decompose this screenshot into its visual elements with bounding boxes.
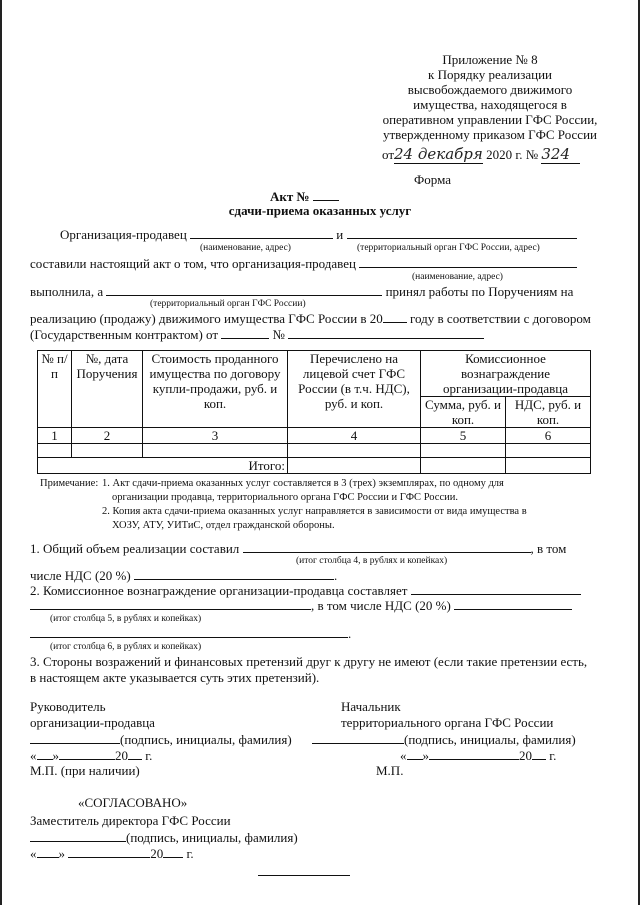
- note-2a: 2. Копия акта сдачи-приема оказанных услуг направляется в зависимости от вида имущества в: [102, 506, 527, 517]
- total-label: Итого:: [38, 458, 288, 474]
- caption-seller-2: (наименование, адрес): [412, 272, 503, 282]
- approval-title: «СОГЛАСОВАНО»: [78, 795, 188, 810]
- column-number: 1: [38, 428, 72, 444]
- header-transferred: Перечислено на лицевой счет ГФС России (в т.ч. НДС), руб. и коп.: [288, 351, 421, 428]
- right-stamp: М.П.: [376, 763, 404, 778]
- section-3b: в настоящем акте указывается суть этих претензий).: [30, 670, 320, 685]
- right-title-2: территориального органа ГФС России: [341, 715, 554, 730]
- approval-sign-line: (подпись, инициалы, фамилия): [30, 830, 298, 845]
- note-2b: ХОЗУ, АТУ, УИТиС, отдел гражданской обороны.: [112, 520, 335, 531]
- header-order: №, дата Поручения: [72, 351, 143, 428]
- intro-line-3: выполнила, а принял работы по Поручениям на: [30, 284, 574, 299]
- caption-col6: (итог столбца 6, в рублях и копейках): [50, 642, 202, 652]
- right-date-line: « » 20 г.: [400, 748, 557, 763]
- appendix-block: [340, 52, 640, 142]
- right-sign-line: (подпись, инициалы, фамилия): [312, 732, 576, 747]
- caption-col5: (итог столбца 5, в рублях и копейках): [50, 614, 202, 624]
- left-stamp: М.П. (при наличии): [30, 763, 140, 778]
- caption-territorial-address: (территориальный орган ГФС России, адрес): [357, 243, 540, 253]
- table-row-empty: [38, 444, 591, 458]
- appendix-date-line: [382, 145, 580, 164]
- header-commission: Комиссионное вознаграждение организации-продавца: [421, 351, 591, 397]
- note-1b: организации продавца, территориального органа ГФС России и ГФС России.: [112, 492, 458, 503]
- date-prefix: от: [382, 147, 395, 162]
- caption-col4: (итог столбца 4, в рублях и копейках): [296, 556, 448, 566]
- appendix-line: Приложение № 8: [442, 52, 538, 67]
- section-2-line: 2. Комиссионное вознаграждение организации-продавца составляет: [30, 583, 581, 598]
- header-cost: Стоимость проданного имущества по договору купли-продажи, руб. и коп.: [143, 351, 288, 428]
- column-number: 3: [143, 428, 288, 444]
- appendix-line: оперативном управлении ГФС России,: [382, 112, 598, 127]
- handwritten-date: 24 декабря: [394, 145, 483, 163]
- column-number: 2: [72, 428, 143, 444]
- intro-line-1: Организация-продавец и: [60, 227, 577, 242]
- intro-line-2: составили настоящий акт о том, что организация-продавец: [30, 256, 577, 271]
- caption-territorial: (территориальный орган ГФС России): [150, 299, 306, 309]
- services-table: [37, 350, 591, 474]
- left-title-2: организации-продавца: [30, 715, 155, 730]
- approval-date-line: « » 20 г.: [30, 846, 194, 861]
- note-label: Примечание:: [40, 478, 99, 489]
- note-1a: 1. Акт сдачи-приема оказанных услуг составляется в 3 (трех) экземплярах, по одному для: [102, 478, 504, 489]
- section-1-vat: числе НДС (20 %) .: [30, 568, 338, 583]
- appendix-line: высвобождаемого движимого: [407, 82, 573, 97]
- intro-line-5: (Государственным контрактом) от №: [30, 327, 484, 342]
- subheader-vat: НДС, руб. и коп.: [506, 397, 591, 428]
- appendix-line: к Порядку реализации: [428, 67, 552, 82]
- approval-role: Заместитель директора ГФС России: [30, 813, 231, 828]
- subheader-sum: Сумма, руб. и коп.: [421, 397, 506, 428]
- right-title-1: Начальник: [341, 699, 401, 714]
- caption-seller: (наименование, адрес): [200, 243, 291, 253]
- section-2-line-c: .: [30, 626, 351, 641]
- appendix-line: имущества, находящегося в: [413, 97, 567, 112]
- form-label: Форма: [414, 172, 451, 187]
- column-number: 6: [506, 428, 591, 444]
- section-2-line-b: , в том числе НДС (20 %): [30, 598, 572, 613]
- footer-divider: [258, 875, 350, 876]
- appendix-line: утвержденному приказом ГФС России: [382, 127, 597, 142]
- column-number: 4: [288, 428, 421, 444]
- intro-line-4: реализацию (продажу) движимого имущества ГФС России в 20 году в соответствии с договором: [30, 311, 591, 326]
- left-title-1: Руководитель: [30, 699, 106, 714]
- left-date-line: « » 20 г.: [30, 748, 153, 763]
- scan-edge-left: [0, 0, 2, 905]
- table-row-total: [38, 458, 591, 474]
- header-number: № п/п: [38, 351, 72, 428]
- left-sign-line: (подпись, инициалы, фамилия): [30, 732, 292, 747]
- act-subtitle: сдачи-приема оказанных услуг: [228, 203, 412, 218]
- act-title: Акт №: [270, 189, 339, 204]
- column-number: 5: [421, 428, 506, 444]
- year-number-label: 2020 г. №: [486, 147, 539, 162]
- section-3a: 3. Стороны возражений и финансовых претензий друг к другу не имеют (если такие претензии есть,: [30, 654, 588, 669]
- handwritten-order-number: 324: [541, 145, 580, 164]
- section-1-line: 1. Общий объем реализации составил , в том: [30, 541, 567, 556]
